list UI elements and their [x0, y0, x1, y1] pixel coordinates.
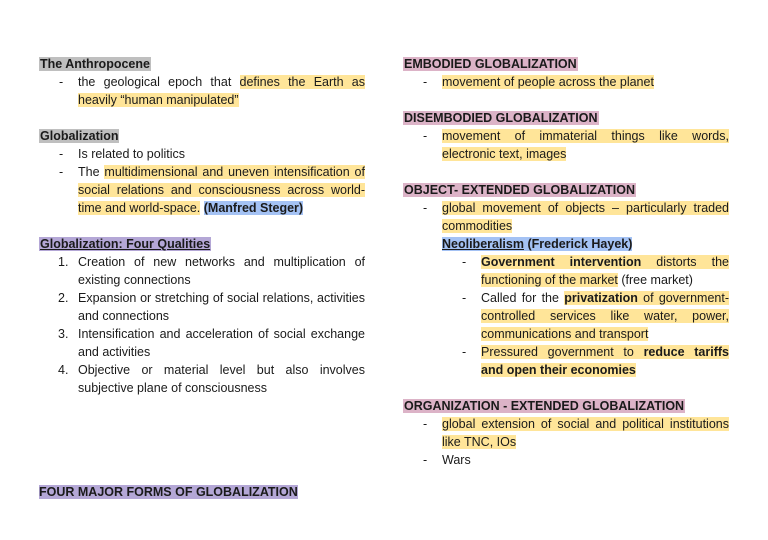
organization-section [403, 397, 729, 469]
embodied-heading: EMBODIED GLOBALIZATION [404, 57, 577, 71]
disembodied-heading: DISEMBODIED GLOBALIZATION [404, 111, 598, 125]
qualities-section [39, 235, 365, 397]
organization-heading: ORGANIZATION - EXTENDED GLOBALIZATION [404, 399, 685, 413]
anthropocene-heading: The Anthropocene [40, 57, 150, 71]
organization-item: - global extension of social and political institutions like TNC, IOs [403, 415, 729, 451]
qualities-heading: Globalization: Four Qualities [40, 237, 211, 251]
embodied-section [403, 55, 729, 91]
highlight: defines the Earth as heavily “human manipulated” [78, 75, 366, 107]
quality-item: 4. Objective or material level but also involves subjective plane of consciousness [58, 363, 365, 395]
neoliberalism-list [403, 253, 729, 379]
globalization-heading: Globalization [40, 129, 119, 143]
neoliberalism-item: - Government intervention distorts the functioning of the market (free market) [442, 253, 729, 289]
quality-item: 2. Expansion or stretching of social relations, activities and connections [58, 291, 365, 323]
left-column [39, 55, 365, 415]
disembodied-item: - movement of immaterial things like words, electronic text, images [403, 127, 729, 163]
author-highlight: (Manfred Steger) [203, 201, 304, 215]
anthropocene-item: - the geological epoch that defines the Earth as heavily “human manipulated” [39, 73, 365, 109]
right-column [403, 55, 729, 487]
globalization-item: - The multidimensional and uneven intensification of social relations and consciousness across world-time and world-space. (Manfred Steger) [39, 163, 365, 217]
quality-item: 3. Intensification and acceleration of social exchange and activities [58, 327, 365, 359]
neoliberalism-label: Neoliberalism (Frederick Hayek) [442, 237, 633, 251]
globalization-item: - Is related to politics [39, 145, 365, 163]
embodied-item: - movement of people across the planet [403, 73, 729, 91]
object-item: - global movement of objects – particularly traded commodities [403, 199, 729, 235]
anthropocene-section [39, 55, 365, 109]
object-heading: OBJECT- EXTENDED GLOBALIZATION [404, 183, 636, 197]
disembodied-section [403, 109, 729, 163]
globalization-section [39, 127, 365, 217]
neoliberalism-item: - Pressured government to reduce tariffs and open their economies [442, 343, 729, 379]
highlight: multidimensional and uneven intensification of social relations and consciousness across world-time and world-space. [78, 165, 365, 215]
quality-item: 1. Creation of new networks and multiplication of existing connections [58, 255, 365, 287]
neoliberalism-item: - Called for the privatization of government-controlled services like water, power, communications and transport [442, 289, 729, 343]
organization-item: - Wars [403, 451, 729, 469]
object-section [403, 181, 729, 379]
four-forms-heading: FOUR MAJOR FORMS OF GLOBALIZATION [39, 485, 298, 499]
